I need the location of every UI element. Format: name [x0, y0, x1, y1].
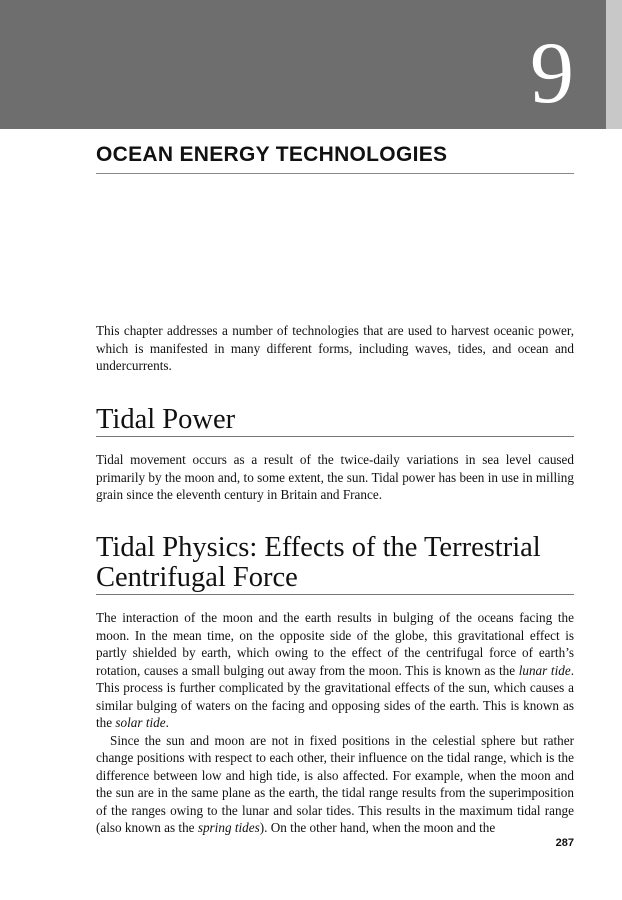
text-run: The interaction of the moon and the earth results in bulging of the oceans facing the moon. In the mean time, on the opposite side of the globe, this gravitational effect is partly shielded by earth, which owing to the effect of the centrifugal force of earth’s rotation, causes a small bulging out away from the moon. This is known as the: [96, 610, 574, 678]
term-solar-tide: solar tide: [115, 715, 166, 730]
section-heading-tidal-physics: Tidal Physics: Effects of the Terrestrial Centrifugal Force: [96, 532, 541, 593]
intro-paragraph: This chapter addresses a number of technologies that are used to harvest oceanic power, which is manifested in many different forms, including waves, tides, and ocean and undercurrents.: [96, 323, 574, 373]
section-rule-tidal-physics: [96, 594, 574, 595]
chapter-number: 9: [530, 25, 574, 122]
chapter-intro: [96, 322, 574, 375]
chapter-header-band: [0, 0, 606, 129]
text-run: ). On the other hand, when the moon and the: [259, 820, 496, 835]
text-run: . This process is further complicated by the gravitational effects of the sun, which causes a similar bulging of waters on the facing and opposing sides of the earth. This is known as the: [96, 662, 574, 730]
text-run: .: [165, 715, 169, 730]
section-rule-tidal-power: [96, 436, 574, 437]
chapter-title: OCEAN ENERGY TECHNOLOGIES: [96, 143, 448, 166]
paragraph-lunar-solar-tides: [96, 609, 574, 732]
text-run: Since the sun and moon are not in fixed positions in the celestial sphere but rather change positions with respect to each other, their influence on the tidal range, which is the difference between low and high tide, is also affected. For example, when the moon and the sun are in the same plane as the earth, the tidal range results from the superimposition of the ranges owing to the lunar and solar tides. This results in the maximum tidal range (also known as the: [96, 732, 574, 835]
term-spring-tides: spring tides: [197, 820, 260, 835]
paragraph-tidal-range: [96, 732, 574, 837]
chapter-header-edge-strip: [606, 0, 622, 129]
chapter-title-rule: [96, 173, 574, 174]
term-lunar-tide: lunar tide: [518, 662, 571, 678]
section-heading-tidal-power: Tidal Power: [96, 404, 236, 435]
paragraph: Tidal movement occurs as a result of the twice-daily variations in sea level caused primarily by the moon and, to some extent, the sun. Tidal power has been in use in milling grain since the eleventh century in Britain and France.: [96, 452, 574, 502]
section-body-tidal-power: [96, 451, 574, 504]
section-body-tidal-physics: [96, 609, 574, 837]
page-number: 287: [555, 837, 574, 849]
